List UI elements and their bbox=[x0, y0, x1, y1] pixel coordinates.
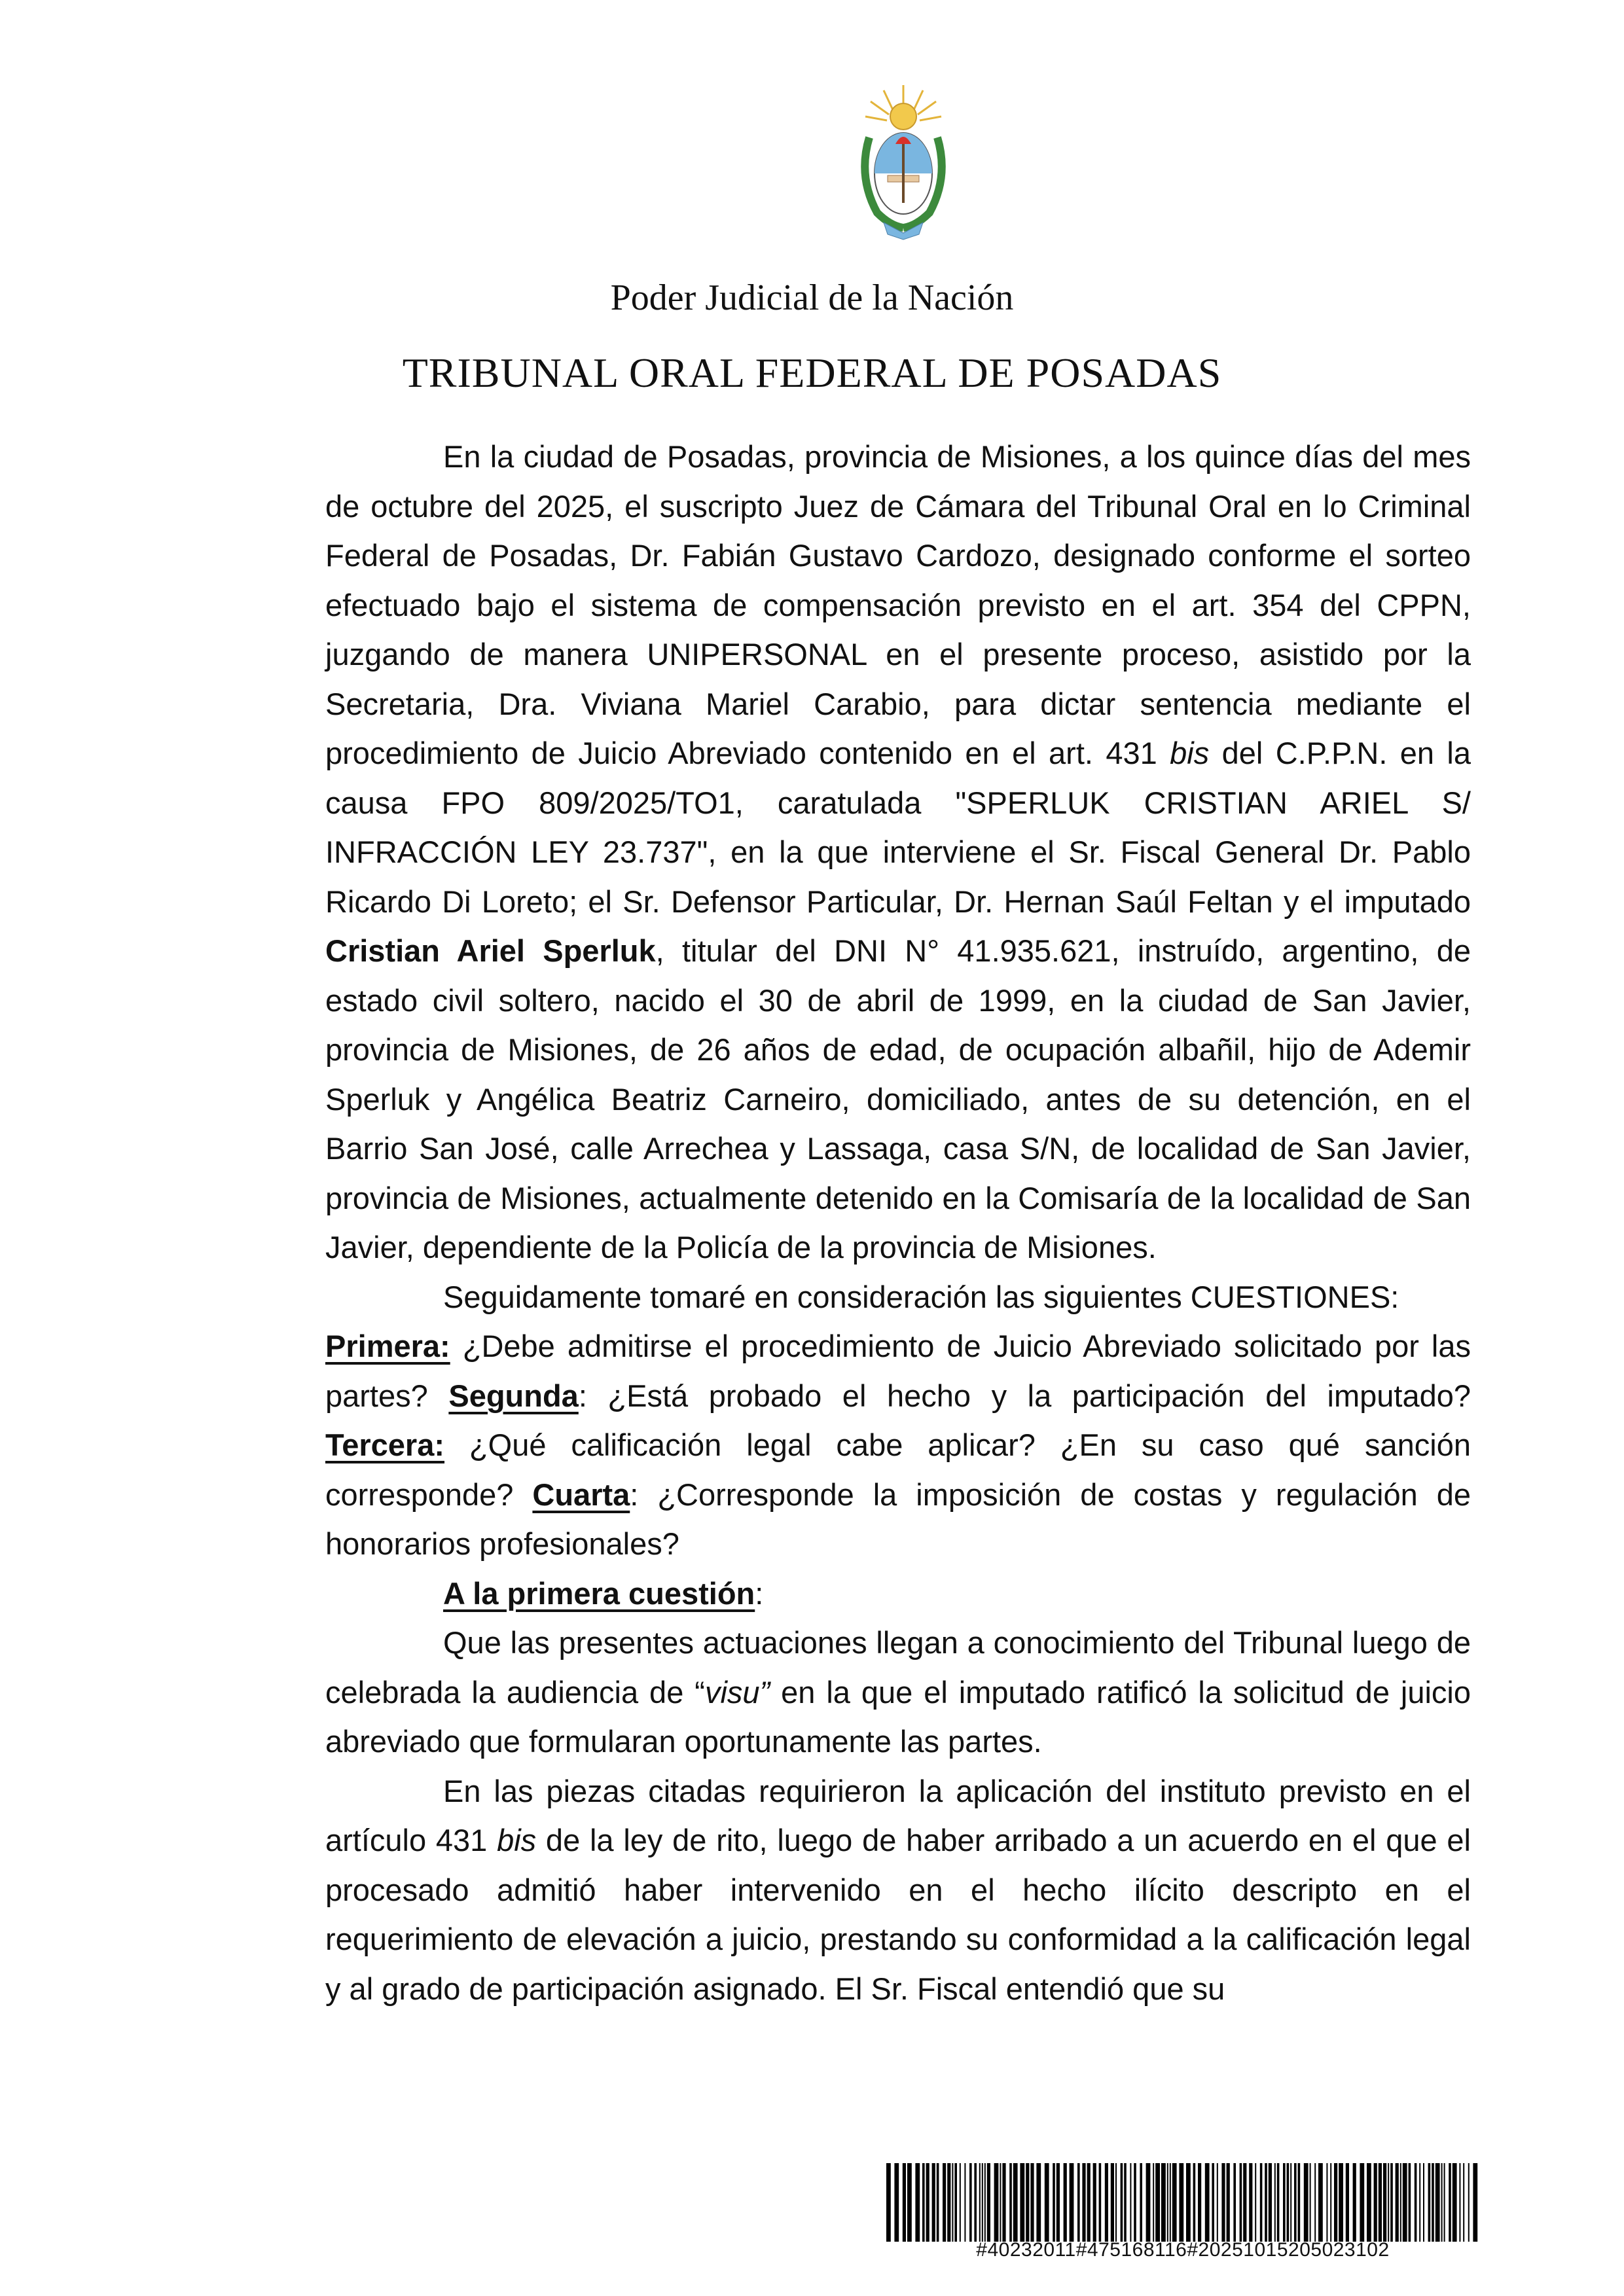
barcode-bar bbox=[1053, 2163, 1055, 2242]
barcode-bar bbox=[1243, 2163, 1246, 2242]
barcode-bar bbox=[1205, 2163, 1210, 2242]
barcode-bar bbox=[1330, 2163, 1331, 2242]
barcode-bar bbox=[1045, 2163, 1049, 2242]
barcode-bar bbox=[1172, 2163, 1177, 2242]
barcode-bar bbox=[1374, 2163, 1377, 2242]
barcode-bar bbox=[1002, 2163, 1005, 2242]
question-label-second: Segunda bbox=[448, 1378, 579, 1413]
barcode-bar bbox=[932, 2163, 935, 2242]
barcode-bar bbox=[1082, 2163, 1085, 2242]
institution-header: Poder Judicial de la Nación bbox=[610, 278, 1014, 318]
barcode-number: #40232011#475168116#20251015205023102 bbox=[976, 2239, 1390, 2261]
barcode-bar bbox=[1432, 2163, 1434, 2242]
barcode-bar bbox=[1396, 2163, 1399, 2242]
barcode-bar bbox=[964, 2163, 965, 2242]
question-fourth: : ¿Corresponde la imposición de costas y regulación de honorarios profesionales? bbox=[325, 1477, 1471, 1561]
barcode-bar bbox=[1468, 2163, 1470, 2242]
barcode-bar bbox=[994, 2163, 999, 2242]
barcode-bar bbox=[1435, 2163, 1440, 2242]
barcode-bar bbox=[952, 2163, 953, 2242]
barcode-bar bbox=[1111, 2163, 1114, 2242]
barcode-bar bbox=[1415, 2163, 1417, 2242]
paragraph-intro bbox=[325, 432, 1471, 1272]
barcode-bar bbox=[1217, 2163, 1218, 2242]
barcode-bar bbox=[1115, 2163, 1117, 2242]
barcode-bar bbox=[1304, 2163, 1308, 2242]
paragraph-agreement-text-b: de la ley de rito, luego de haber arribado a un acuerdo en el que el procesado admitió haber intervenido en el hecho ilícito descripto en el requerimiento de elevación a juicio, prestando su conformidad a la calificación legal y al grado de participación asignado. El Sr. Fiscal entendió que su bbox=[325, 1823, 1471, 2006]
barcode-bar bbox=[1269, 2163, 1272, 2242]
barcode-bar bbox=[1326, 2163, 1327, 2242]
barcode-bar bbox=[1428, 2163, 1431, 2242]
barcode-bar bbox=[1403, 2163, 1407, 2242]
barcode-bar bbox=[974, 2163, 977, 2242]
barcode-bar bbox=[1099, 2163, 1102, 2242]
barcode-bar bbox=[1277, 2163, 1280, 2242]
latin-term-visu: visu” bbox=[704, 1674, 770, 1710]
paragraph-intro-text-b: del C.P.P.N. en la causa FPO 809/2025/TO1, caratulada "SPERLUK CRISTIAN ARIEL S/ INFRACCIÓN LEY 23.737", en la que interviene el Sr. Fiscal General Dr. Pablo Ricardo Di Loreto; el Sr. Defensor Particular, Dr. Hernan Saúl Feltan y el imputado bbox=[325, 736, 1471, 919]
barcode-bar bbox=[1212, 2163, 1214, 2242]
barcode-bar bbox=[1077, 2163, 1080, 2242]
barcode-bar bbox=[894, 2163, 899, 2242]
paragraph-questions bbox=[325, 1321, 1471, 1569]
barcode-bar bbox=[1449, 2163, 1451, 2242]
barcode-bar bbox=[903, 2163, 906, 2242]
barcode-bar bbox=[1170, 2163, 1171, 2242]
barcode-bar bbox=[1064, 2163, 1067, 2242]
barcode-bar bbox=[1409, 2163, 1411, 2242]
barcode-bar bbox=[1346, 2163, 1349, 2242]
barcode-bar bbox=[1070, 2163, 1074, 2242]
barcode-bar bbox=[1193, 2163, 1196, 2242]
latin-term-bis: bis bbox=[1170, 736, 1210, 770]
paragraph-agreement bbox=[325, 1767, 1471, 2014]
barcode-bar bbox=[1056, 2163, 1060, 2242]
barcode-bar bbox=[1013, 2163, 1018, 2242]
barcode-bar bbox=[1283, 2163, 1286, 2242]
barcode-bar bbox=[1249, 2163, 1252, 2242]
barcode-bar bbox=[1400, 2163, 1401, 2242]
section-heading-first-question bbox=[325, 1569, 1471, 1619]
barcode-bar bbox=[1130, 2163, 1131, 2242]
barcode-bar bbox=[1255, 2163, 1256, 2242]
barcode-bar bbox=[947, 2163, 950, 2242]
barcode-bar bbox=[1294, 2163, 1297, 2242]
barcode-bar bbox=[1360, 2163, 1364, 2242]
barcode-bar bbox=[1153, 2163, 1154, 2242]
barcode-bar bbox=[1155, 2163, 1160, 2242]
court-title: TRIBUNAL ORAL FEDERAL DE POSADAS bbox=[402, 350, 1222, 396]
barcode-bar bbox=[1419, 2163, 1420, 2242]
barcode-bar bbox=[1140, 2163, 1142, 2242]
barcode-bar bbox=[1179, 2163, 1183, 2242]
coat-of-arms-emblem bbox=[851, 79, 956, 242]
barcode-bar bbox=[1298, 2163, 1301, 2242]
paragraph-hearing-text-b: en la que el imputado ratificó la solicitud de juicio abreviado que formularan oportunamente las partes. bbox=[325, 1674, 1471, 1759]
barcode-bar bbox=[979, 2163, 981, 2242]
barcode-bar bbox=[1459, 2163, 1460, 2242]
barcode-bar bbox=[1186, 2163, 1191, 2242]
barcode-bar bbox=[1314, 2163, 1316, 2242]
paragraph-intro-text-a: En la ciudad de Posadas, provincia de Misiones, a los quince días del mes de octubre del 2025, el suscripto Juez de Cámara del Tribunal Oral en lo Criminal Federal de Posadas, Dr. Fabián Gustavo Cardozo, designado conforme el sorteo efectuado bajo el sistema de compensación previsto en el art. 354 del CPPN, juzgando de manera UNIPERSONAL en el presente proceso, asistido por la Secretaria, Dra. Viviana Mariel Carabio, para dictar sentencia mediante el procedimiento de Juicio Abreviado contenido en el art. 431 bbox=[325, 439, 1471, 770]
barcode-bar bbox=[1444, 2163, 1445, 2242]
barcode-bar bbox=[1367, 2163, 1371, 2242]
question-label-fourth: Cuarta bbox=[532, 1477, 630, 1512]
barcode-bar bbox=[1240, 2163, 1242, 2242]
barcode-bar bbox=[1009, 2163, 1012, 2242]
barcode-bar bbox=[1124, 2163, 1127, 2242]
paragraph-hearing-text-a: Que las presentes actuaciones llegan a conocimiento del Tribunal luego de celebrada la audiencia de “ bbox=[325, 1625, 1471, 1710]
latin-term-bis-2: bis bbox=[497, 1823, 537, 1857]
paragraph-agreement-text-a: En las piezas citadas requirieron la aplicación del instituto previsto en el artículo 431 bbox=[325, 1773, 1471, 1857]
barcode-bar bbox=[1260, 2163, 1263, 2242]
barcode-bar bbox=[1146, 2163, 1151, 2242]
barcode-bar bbox=[984, 2163, 986, 2242]
barcode-bar bbox=[1383, 2163, 1386, 2242]
barcode-bar bbox=[960, 2163, 961, 2242]
barcode-bar bbox=[1121, 2163, 1123, 2242]
barcode-bar bbox=[943, 2163, 946, 2242]
barcode-bar bbox=[982, 2163, 983, 2242]
question-third: ¿Qué calificación legal cabe aplicar? ¿En su caso qué sanción corresponde? bbox=[325, 1427, 1471, 1512]
document-body bbox=[325, 432, 1471, 2013]
document-barcode bbox=[885, 2163, 1481, 2242]
barcode-bar bbox=[886, 2163, 891, 2242]
barcode-bar bbox=[969, 2163, 972, 2242]
barcode-bar bbox=[1388, 2163, 1389, 2242]
barcode-bar bbox=[987, 2163, 990, 2242]
barcode-bar bbox=[1134, 2163, 1136, 2242]
section-heading-text: A la primera cuestión bbox=[443, 1575, 755, 1611]
barcode-bar bbox=[1161, 2163, 1166, 2242]
barcode-bar bbox=[1265, 2163, 1267, 2242]
barcode-bar bbox=[1167, 2163, 1168, 2242]
barcode-bar bbox=[1287, 2163, 1290, 2242]
barcode-bar bbox=[1441, 2163, 1443, 2242]
question-label-third: Tercera: bbox=[325, 1427, 445, 1462]
paragraph-questions-intro: Seguidamente tomaré en consideración las siguientes CUESTIONES: bbox=[443, 1279, 1399, 1314]
section-heading-colon: : bbox=[755, 1575, 764, 1611]
barcode-bar bbox=[1087, 2163, 1091, 2242]
barcode-bar bbox=[907, 2163, 912, 2242]
barcode-bar bbox=[1020, 2163, 1024, 2242]
question-label-first: Primera: bbox=[325, 1329, 450, 1363]
defendant-name: Cristian Ariel Sperluk bbox=[325, 933, 656, 968]
barcode-bar bbox=[1233, 2163, 1236, 2242]
barcode-bar bbox=[1093, 2163, 1096, 2242]
barcode-bar bbox=[1026, 2163, 1029, 2242]
barcode-bar bbox=[1221, 2163, 1225, 2242]
barcode-bar bbox=[1290, 2163, 1291, 2242]
question-first: ¿Debe admitirse el procedimiento de Juicio Abreviado solicitado por las partes? bbox=[325, 1329, 1471, 1413]
barcode-bar bbox=[1318, 2163, 1323, 2242]
paragraph-intro-text-c: , titular del DNI N° 41.935.621, instruído, argentino, de estado civil soltero, nacido el 30 de abril de 1999, en la ciudad de San Javier, provincia de Misiones, de 26 años de edad, de ocupación albañil, hijo de Ademir Sperluk y Angélica Beatriz Carneiro, domiciliado, antes de su detención, en el Barrio San José, calle Arrechea y Lassaga, casa S/N, de localidad de San Javier, provincia de Misiones, actualmente detenido en la Comisaría de la localidad de San Javier, dependiente de la Policía de la provincia de Misiones. bbox=[325, 933, 1471, 1265]
barcode-bar bbox=[1198, 2163, 1201, 2242]
question-second: : ¿Está probado el hecho y la participación del imputado? bbox=[578, 1378, 1471, 1413]
barcode-bar bbox=[1453, 2163, 1457, 2242]
barcode-bar bbox=[1036, 2163, 1041, 2242]
barcode-bar bbox=[922, 2163, 925, 2242]
barcode-bar bbox=[1030, 2163, 1034, 2242]
barcode-bar bbox=[1379, 2163, 1382, 2242]
barcode-bar bbox=[1390, 2163, 1393, 2242]
barcode-bar bbox=[1227, 2163, 1230, 2242]
barcode-bar bbox=[1105, 2163, 1108, 2242]
barcode-bar bbox=[926, 2163, 929, 2242]
barcode-bar bbox=[1473, 2163, 1477, 2242]
barcode-bar bbox=[1000, 2163, 1001, 2242]
barcode-bar bbox=[1423, 2163, 1424, 2242]
barcode-bar bbox=[1339, 2163, 1343, 2242]
barcode-bar bbox=[1353, 2163, 1356, 2242]
barcode-bar bbox=[954, 2163, 957, 2242]
barcode-bar bbox=[1463, 2163, 1464, 2242]
barcode-bar bbox=[915, 2163, 920, 2242]
barcode-bar bbox=[1274, 2163, 1276, 2242]
barcode-bar bbox=[1310, 2163, 1311, 2242]
barcode-bar bbox=[1334, 2163, 1337, 2242]
paragraph-hearing bbox=[325, 1618, 1471, 1767]
barcode-bar bbox=[937, 2163, 939, 2242]
